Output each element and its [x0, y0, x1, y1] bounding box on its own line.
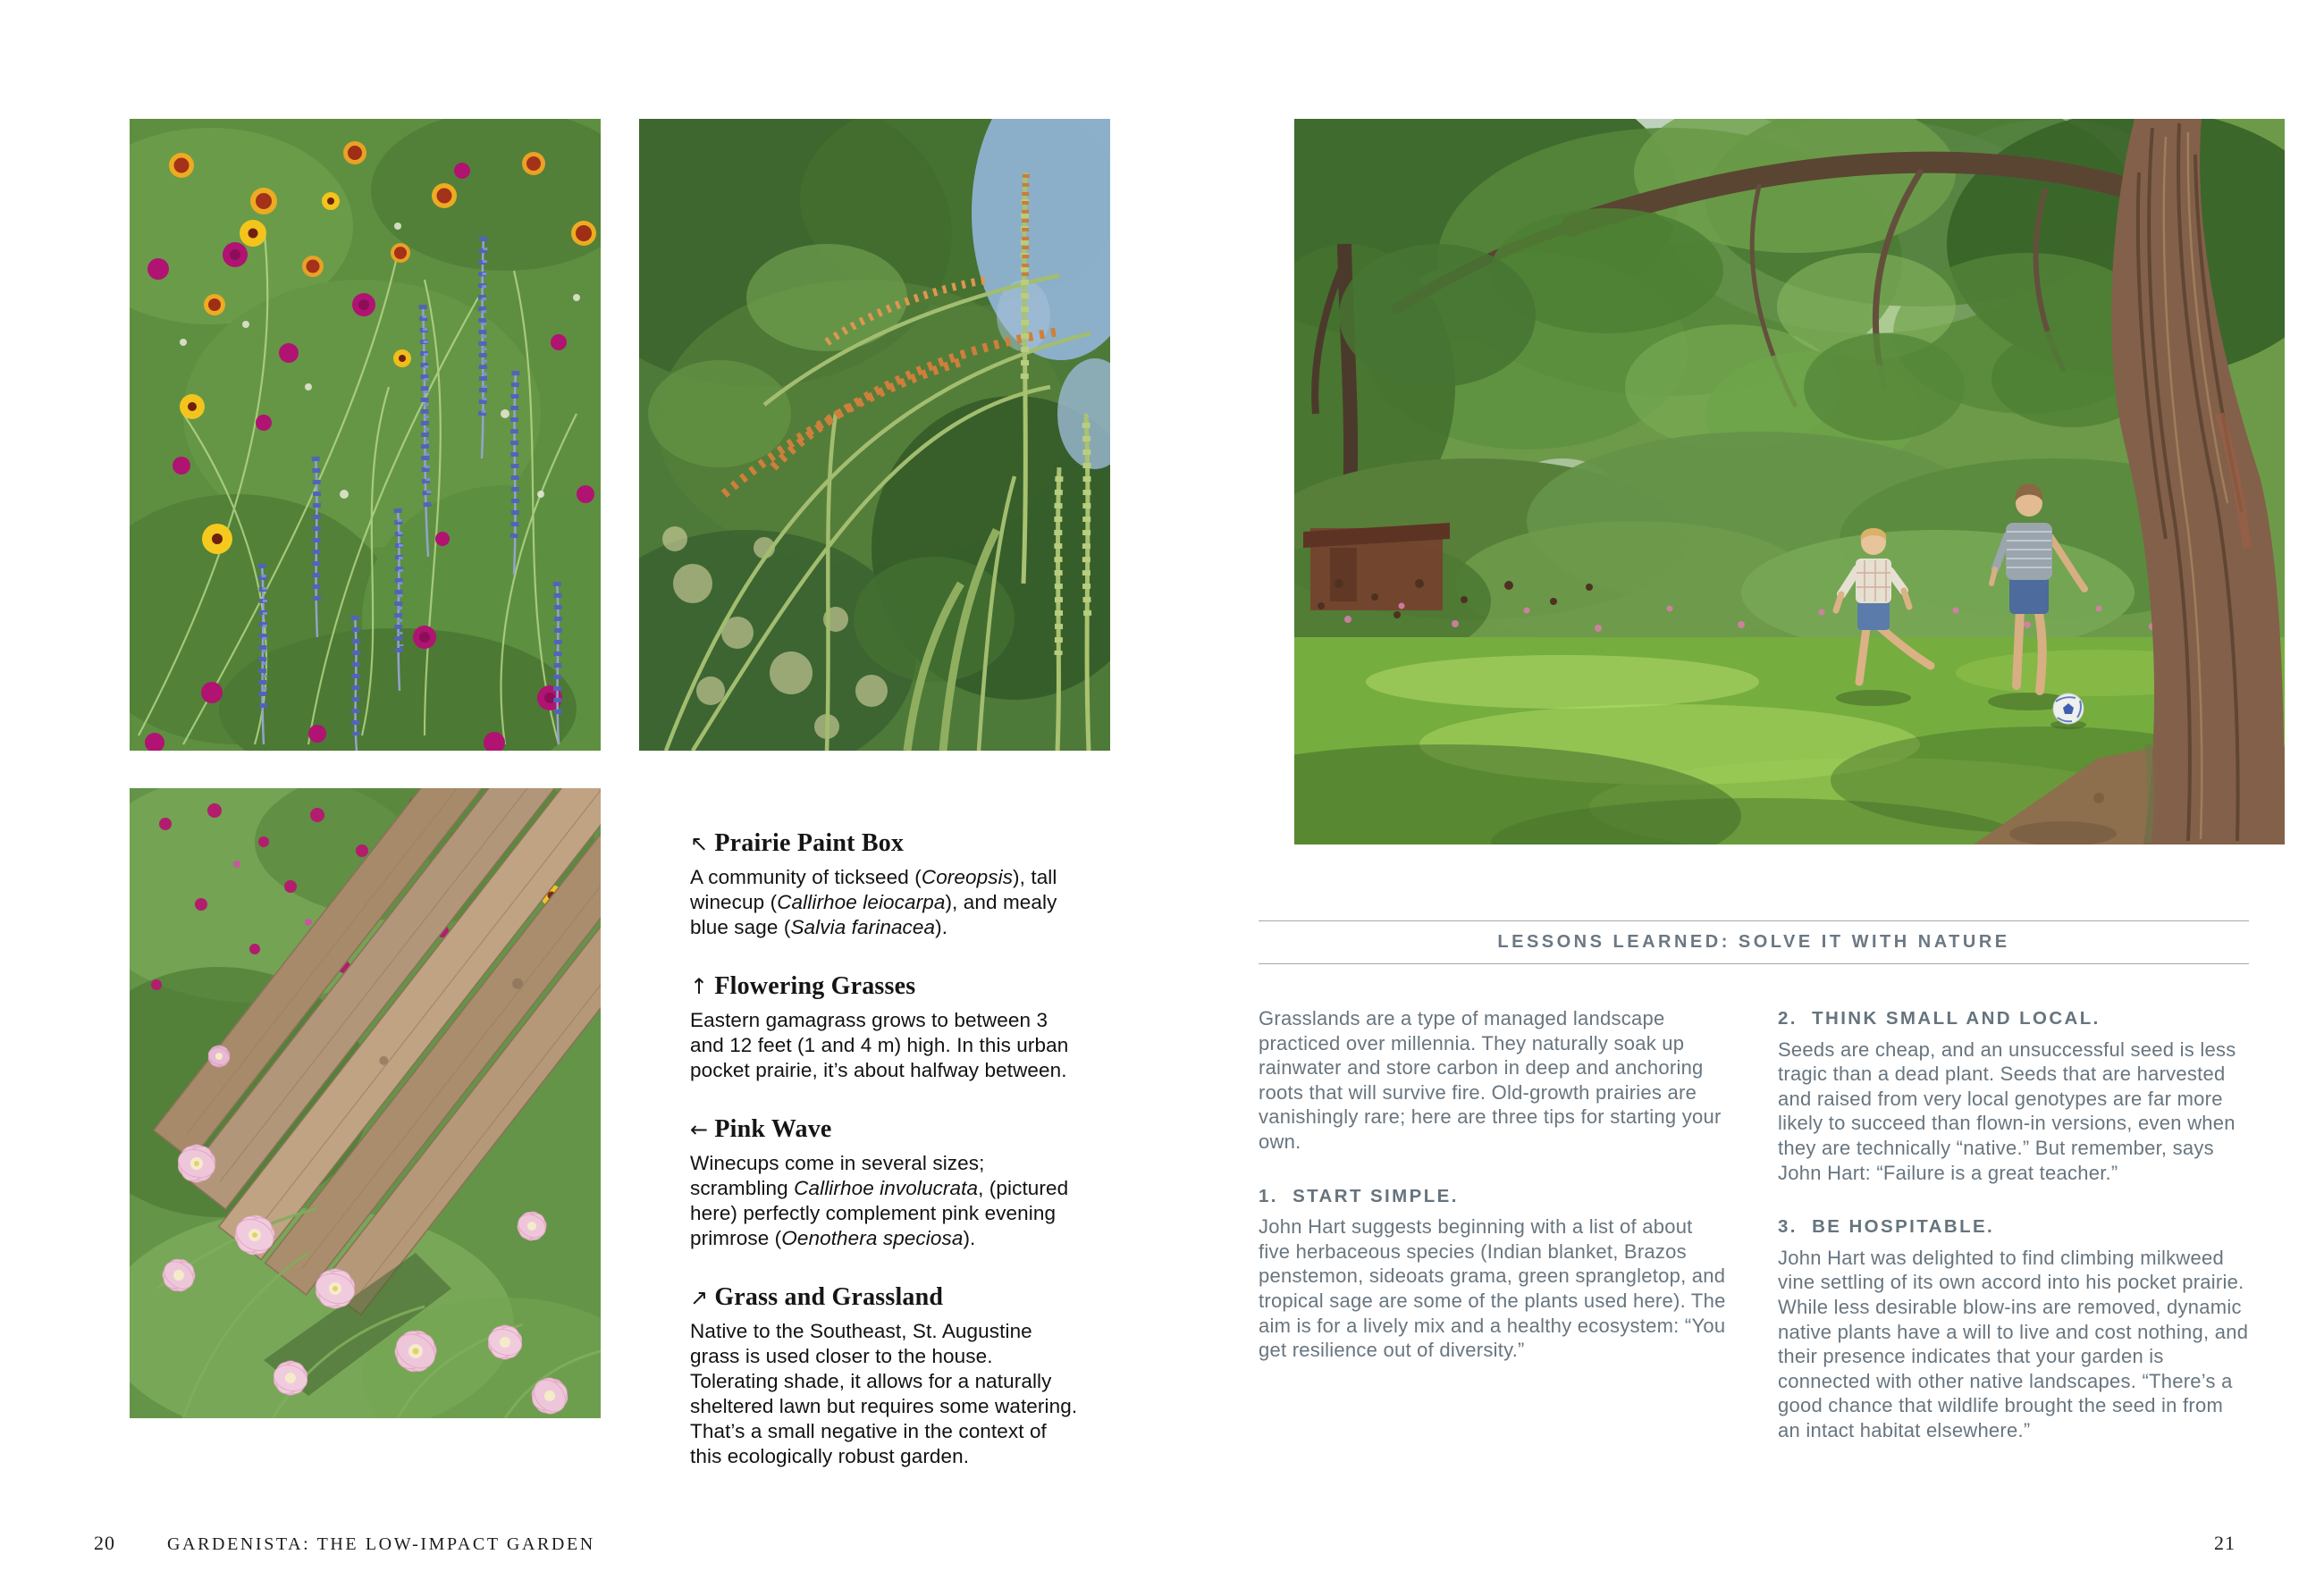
arrow-left-icon: ← [690, 1117, 709, 1142]
photo-pink-wave [130, 788, 601, 1418]
caption-pink-wave [690, 1115, 1080, 1251]
intro-paragraph: Grasslands are a type of managed landscape practiced over millennia. They naturally soak up rainwater and store carbon in deep and anchoring roots that will survive fire. Old-growth prairies are vanishingly rare; here are three tips for starting your own. [1259, 1007, 1722, 1153]
caption-title [690, 1115, 1080, 1144]
right-page-number: 21 [2214, 1532, 2236, 1554]
caption-title-text: Flowering Grasses [714, 972, 916, 1000]
tip-2-body: Seeds are cheap, and an unsuccessful seed is less tragic than a dead plant. Seeds that are harvested and raised from very local genotypes are far more likely to succeed than flown-in versions, even when they are technically “native.” But remember, says John Hart: “Failure is a great teacher.” [1778, 1038, 2236, 1184]
caption-title-text: Pink Wave [714, 1115, 832, 1143]
caption-title [690, 972, 1080, 1001]
left-page-number: 20 [94, 1532, 115, 1554]
arrow-up-icon: ↑ [690, 974, 709, 999]
caption-title [690, 1283, 1080, 1312]
caption-prairie-paint-box [690, 829, 1080, 940]
caption-body: Native to the Southeast, St. Augustine grass is used closer to the house. Tolerating shade, it allows for a naturally sheltered lawn but requires some watering. That’s a small negative in the context of this ecologically robust garden. [690, 1320, 1078, 1467]
caption-title-text: Prairie Paint Box [714, 829, 905, 857]
boy-left-shadow [1836, 690, 1911, 706]
column-right [1778, 1006, 2249, 1473]
arrow-up-left-icon: ↖ [690, 831, 709, 856]
tip-3-body: John Hart was delighted to find climbing milkweed vine settling of its own accord into his pocket prairie. While less desirable blow-ins are removed, dynamic native plants have a will to live and cost nothing, and their presence indicates that your garden is connected with other native landscapes. “There’s a good chance that wildlife brought the seed in from an intact habitat elsewhere.” [1778, 1246, 2249, 1441]
section-header: LESSONS LEARNED: SOLVE IT WITH NATURE [1497, 932, 2010, 952]
lessons-columns [1259, 1006, 2249, 1473]
primrose-boardwalk-illustration [130, 788, 601, 1418]
tip-1-body: John Hart suggests beginning with a list of about five herbaceous species (Indian blanket, Brazos penstemon, sideoats grama, green sprangletop, and tropical sage are some of the plants used here). The aim is for a lively mix and a healthy ecosystem: “You get resilience out of diversity.” [1259, 1215, 1726, 1362]
caption-body: Winecups come in several sizes; scrambling Callirhoe involucrata, (pictured here) perfectly complement pink evening primrose (Oenothera speciosa). [690, 1152, 1069, 1249]
caption-body: A community of tickseed (Coreopsis), tall winecup (Callirhoe leiocarpa), and mealy blue sage (Salvia farinacea). [690, 866, 1057, 938]
book-title: GARDENISTA: THE LOW-IMPACT GARDEN [167, 1534, 595, 1554]
tip-1-heading: 1. START SIMPLE. [1259, 1185, 1459, 1206]
caption-title [690, 829, 1080, 858]
photo-prairie-paint-box [130, 119, 601, 751]
column-left [1259, 1006, 1730, 1473]
caption-title-text: Grass and Grassland [714, 1283, 944, 1311]
caption-flowering-grasses [690, 972, 1080, 1083]
gamagrass-illustration [639, 119, 1110, 751]
caption-column [690, 829, 1080, 1501]
tip-2-heading: 2. THINK SMALL AND LOCAL. [1778, 1008, 2101, 1029]
photo-garden-lawn-children [1294, 119, 2285, 844]
tip-3-heading: 3. BE HOSPITABLE. [1778, 1216, 1995, 1238]
arrow-up-right-icon: ↗ [690, 1285, 709, 1310]
left-page-footer [94, 1532, 595, 1555]
garden-scene-illustration [1294, 119, 2285, 844]
caption-body: Eastern gamagrass grows to between 3 and 12 feet (1 and 4 m) high. In this urban pocket prairie, it’s about halfway between. [690, 1009, 1069, 1081]
section-banner [1259, 920, 2249, 964]
prairie-meadow-illustration [130, 119, 601, 751]
caption-grass-and-grassland [690, 1283, 1080, 1469]
photo-flowering-grasses [639, 119, 1110, 751]
